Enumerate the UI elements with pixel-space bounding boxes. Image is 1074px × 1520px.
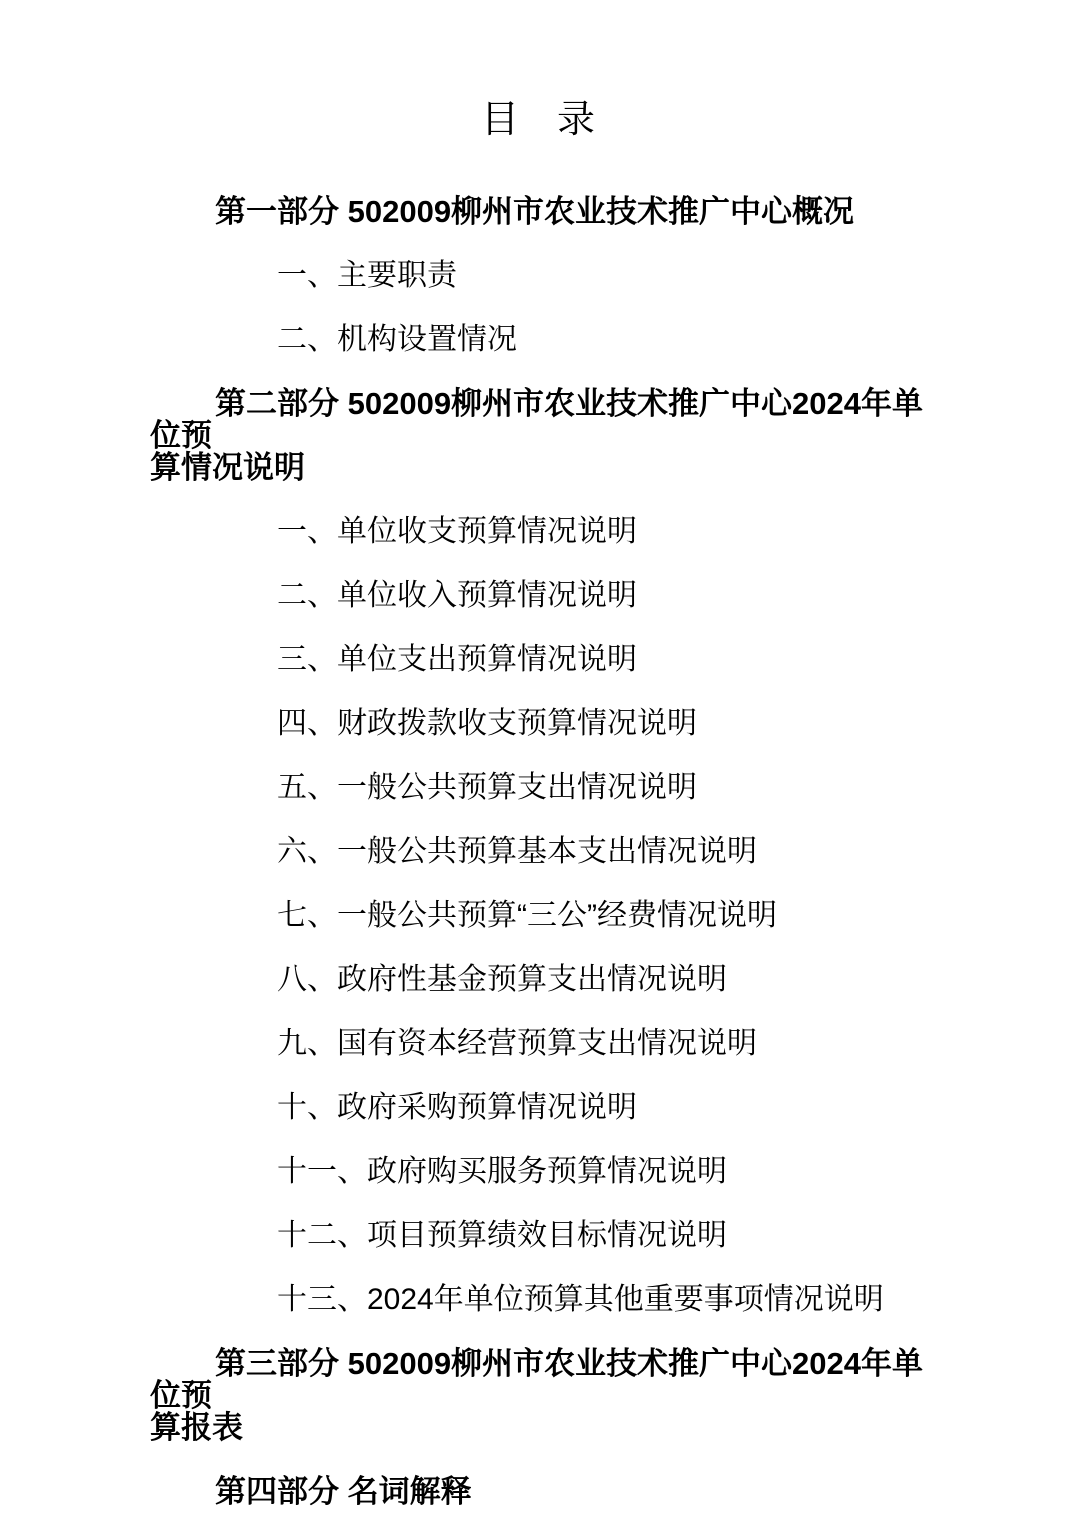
section-heading-line: 第四部分 名词解释 <box>215 1474 472 1509</box>
toc-item: 二、机构设置情况 <box>277 323 517 356</box>
toc-section-4 <box>150 1476 926 1508</box>
toc-item: 四、财政拨款收支预算情况说明 <box>277 707 697 740</box>
section-heading <box>150 1348 926 1444</box>
toc-section-3 <box>150 1348 926 1444</box>
section-heading <box>150 388 926 484</box>
toc-item: 十、政府采购预算情况说明 <box>277 1091 637 1124</box>
toc-item: 十一、政府购买服务预算情况说明 <box>277 1155 727 1188</box>
toc-item: 一、单位收支预算情况说明 <box>277 515 637 548</box>
toc-item: 九、国有资本经营预算支出情况说明 <box>277 1027 757 1060</box>
toc-item: 十二、项目预算绩效目标情况说明 <box>277 1219 727 1252</box>
toc-item: 二、单位收入预算情况说明 <box>277 579 637 612</box>
section-heading-line: 第三部分 502009柳州市农业技术推广中心2024年单位预 <box>150 1346 924 1413</box>
section-heading-line: 第二部分 502009柳州市农业技术推广中心2024年单位预 <box>150 386 924 453</box>
toc-section-1 <box>150 196 926 356</box>
toc-item: 七、一般公共预算“三公”经费情况说明 <box>277 899 777 932</box>
toc-section-2 <box>150 388 926 1316</box>
toc-item: 八、政府性基金预算支出情况说明 <box>277 963 727 996</box>
section-heading-line: 算报表 <box>150 1410 243 1445</box>
page-title: 目 录 <box>480 99 595 141</box>
toc-item: 五、一般公共预算支出情况说明 <box>277 771 697 804</box>
section-heading-line: 算情况说明 <box>150 450 305 485</box>
section-heading <box>150 196 926 228</box>
toc-item: 十三、2024年单位预算其他重要事项情况说明 <box>277 1283 884 1316</box>
section-heading <box>150 1476 926 1508</box>
section-heading-line: 第一部分 502009柳州市农业技术推广中心概况 <box>215 194 855 229</box>
toc-item: 六、一般公共预算基本支出情况说明 <box>277 835 757 868</box>
toc-item: 三、单位支出预算情况说明 <box>277 643 637 676</box>
toc-item: 一、主要职责 <box>277 259 457 292</box>
